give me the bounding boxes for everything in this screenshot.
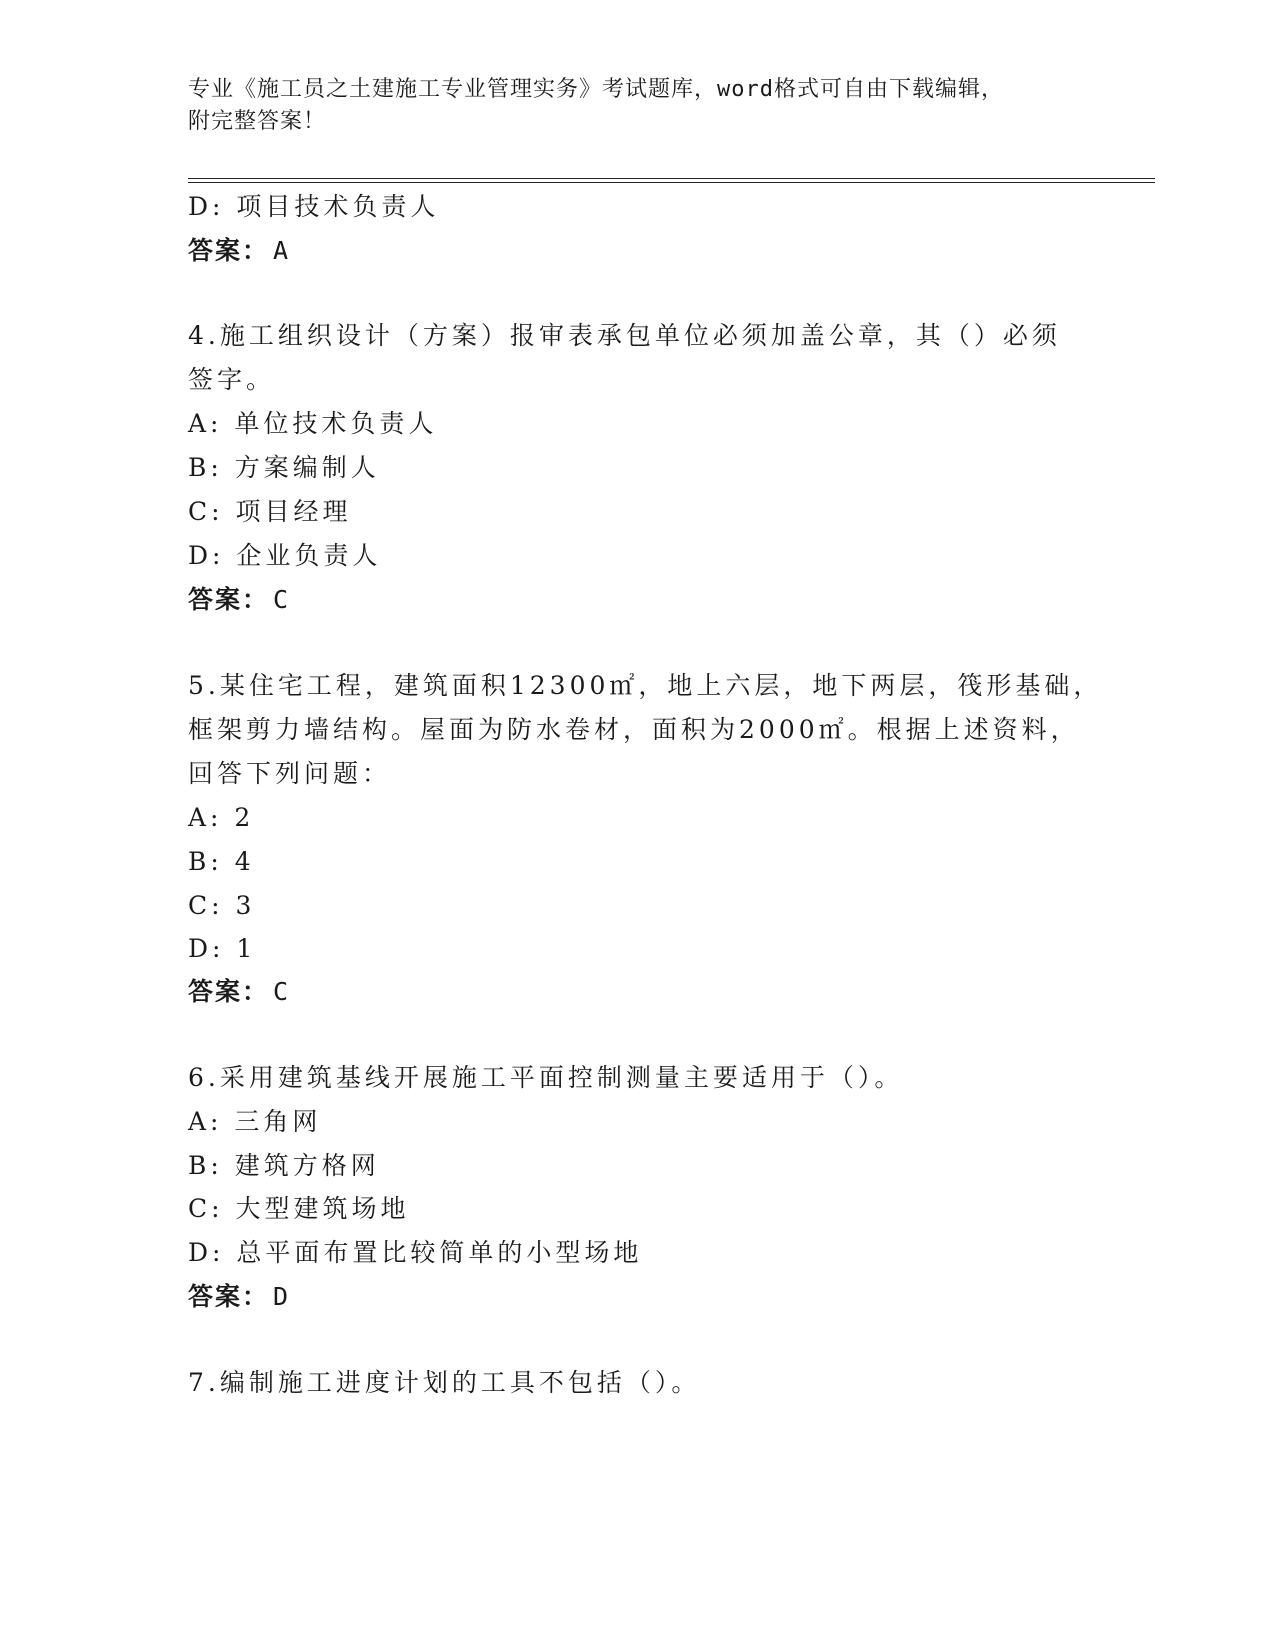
document-header bbox=[188, 74, 1088, 138]
q4-stem-line-2: 签字。 bbox=[188, 365, 276, 394]
header-rule-bottom bbox=[188, 182, 1155, 183]
q6-answer-label: 答案： bbox=[188, 1282, 270, 1311]
q6-answer-value: D bbox=[273, 1282, 291, 1311]
q5-answer bbox=[188, 976, 290, 1008]
q6-option-c: C: 大型建筑场地 bbox=[188, 1194, 410, 1223]
q4-answer bbox=[188, 584, 290, 616]
q6-option-a: A: 三角网 bbox=[188, 1107, 322, 1136]
q5-answer-label: 答案： bbox=[188, 977, 270, 1006]
q6-option-d: D: 总平面布置比较简单的小型场地 bbox=[188, 1238, 643, 1267]
header-line-1: 专业《施工员之土建施工专业管理实务》考试题库，word格式可自由下载编辑， bbox=[188, 77, 1004, 102]
q5-stem-line-1: 5.某住宅工程，建筑面积12300㎡，地上六层，地下两层，筏形基础， bbox=[188, 671, 1103, 700]
q4-stem-line-1: 4.施工组织设计（方案）报审表承包单位必须加盖公章，其（）必须 bbox=[188, 321, 1061, 350]
q5-option-d: D: 1 bbox=[188, 934, 257, 963]
q5-option-b: B: 4 bbox=[188, 847, 255, 876]
q7-stem-line-1: 7.编制施工进度计划的工具不包括（）。 bbox=[188, 1368, 701, 1397]
q3-answer-label: 答案： bbox=[188, 236, 270, 265]
q3-option-d: D: 项目技术负责人 bbox=[188, 192, 440, 221]
q5-stem-line-2: 框架剪力墙结构。屋面为防水卷材，面积为2000㎡。根据上述资料， bbox=[188, 715, 1080, 744]
header-line-2: 附完整答案！ bbox=[188, 109, 327, 134]
q6-answer bbox=[188, 1281, 290, 1313]
q4-option-c: C: 项目经理 bbox=[188, 497, 352, 526]
q4-option-d: D: 企业负责人 bbox=[188, 541, 382, 570]
q4-option-a: A: 单位技术负责人 bbox=[188, 409, 438, 438]
q6-option-b: B: 建筑方格网 bbox=[188, 1151, 380, 1180]
q5-answer-value: C bbox=[273, 977, 291, 1006]
q5-stem-line-3: 回答下列问题： bbox=[188, 759, 392, 788]
q5-option-a: A: 2 bbox=[188, 803, 255, 832]
q3-answer-value: A bbox=[273, 236, 291, 265]
header-rule-top bbox=[188, 178, 1155, 179]
q4-option-b: B: 方案编制人 bbox=[188, 453, 380, 482]
q4-answer-value: C bbox=[273, 585, 291, 614]
q4-answer-label: 答案： bbox=[188, 585, 270, 614]
q6-stem-line-1: 6.采用建筑基线开展施工平面控制测量主要适用于（）。 bbox=[188, 1063, 904, 1092]
q5-option-c: C: 3 bbox=[188, 891, 256, 920]
q3-answer bbox=[188, 235, 290, 267]
